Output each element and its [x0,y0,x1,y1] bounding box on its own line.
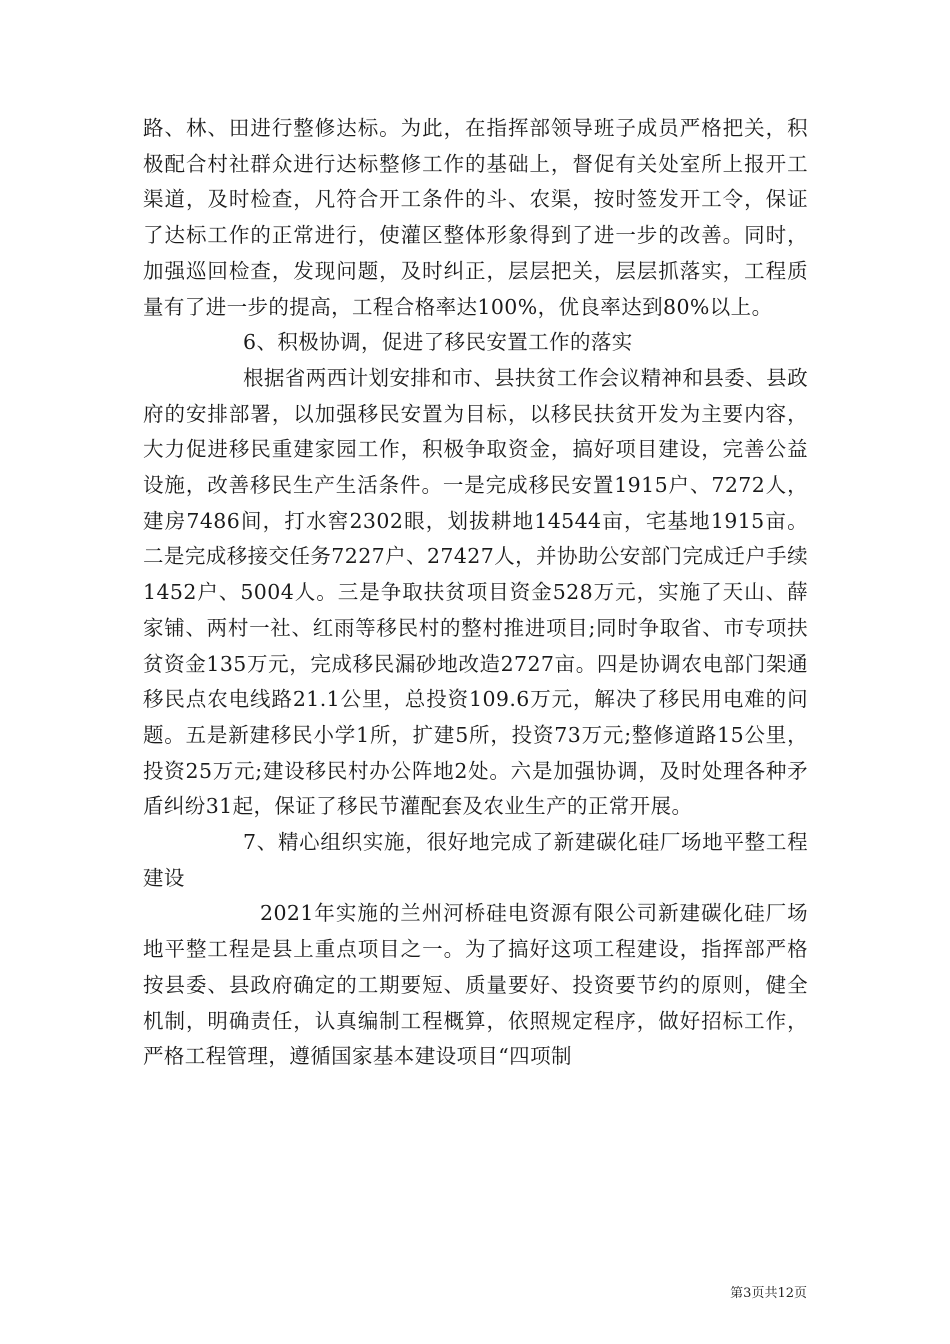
paragraph-continued: 路、林、田进行整修达标。为此，在指挥部领导班子成员严格把关，积极配合村社群众进行达标整修工作的基础上，督促有关处室所上报开工渠道，及时检查，凡符合开工条件的斗、农渠，按时签发开工令，保证了达标工作的正常进行，使灌区整体形象得到了进一步的改善。同时，加强巡回检查，发现问题，及时纠正，层层把关，层层抓落实，工程质量有了进一步的提高，工程合格率达100%，优良率达到80%以上。 [143,116,808,319]
document-body [143,111,808,1075]
page-number-footer: 第3页共12页 [730,1286,807,1301]
paragraph-resettlement: 根据省两西计划安排和市、县扶贫工作会议精神和县委、县政府的安排部署，以加强移民安置为目标，以移民扶贫开发为主要内容，大力促进移民重建家园工作，积极争取资金，搞好项目建设，完善公益设施，改善移民生产生活条件。一是完成移民安置1915户、7272人，建房7486间，打水窖2302眼，划拔耕地14544亩，宅基地1915亩。二是完成移接交任务7227户、27427人，并协助公安部门完成迁户手续1452户、5004人。三是争取扶贫项目资金528万元，实施了天山、薛家铺、两村一社、红雨等移民村的整村推进项目;同时争取省、市专项扶贫资金135万元，完成移民漏砂地改造2727亩。四是协调农电部门架通移民点农电线路21.1公里，总投资109.6万元，解决了移民用电难的问题。五是新建移民小学1所，扩建5所，投资73万元;整修道路15公里，投资25万元;建设移民村办公阵地2处。六是加强协调，及时处理各种矛盾纠纷31起，保证了移民节灌配套及农业生产的正常开展。 [143,365,808,819]
paragraph-silicon-carbide: 2021年实施的兰州河桥硅电资源有限公司新建碳化硅厂场地平整工程是县上重点项目之一。为了搞好这项工程建设，指挥部严格按县委、县政府确定的工期要短、质量要好、投资要节约的原则，健全机制，明确责任，认真编制工程概算，依照规定程序，做好招标工作，严格工程管理，遵循国家基本建设项目“四项制 [143,901,808,1069]
section-heading-7: 7、精心组织实施，很好地完成了新建碳化硅厂场地平整工程建设 [143,830,808,890]
section-heading-6: 6、积极协调，促进了移民安置工作的落实 [243,330,633,355]
